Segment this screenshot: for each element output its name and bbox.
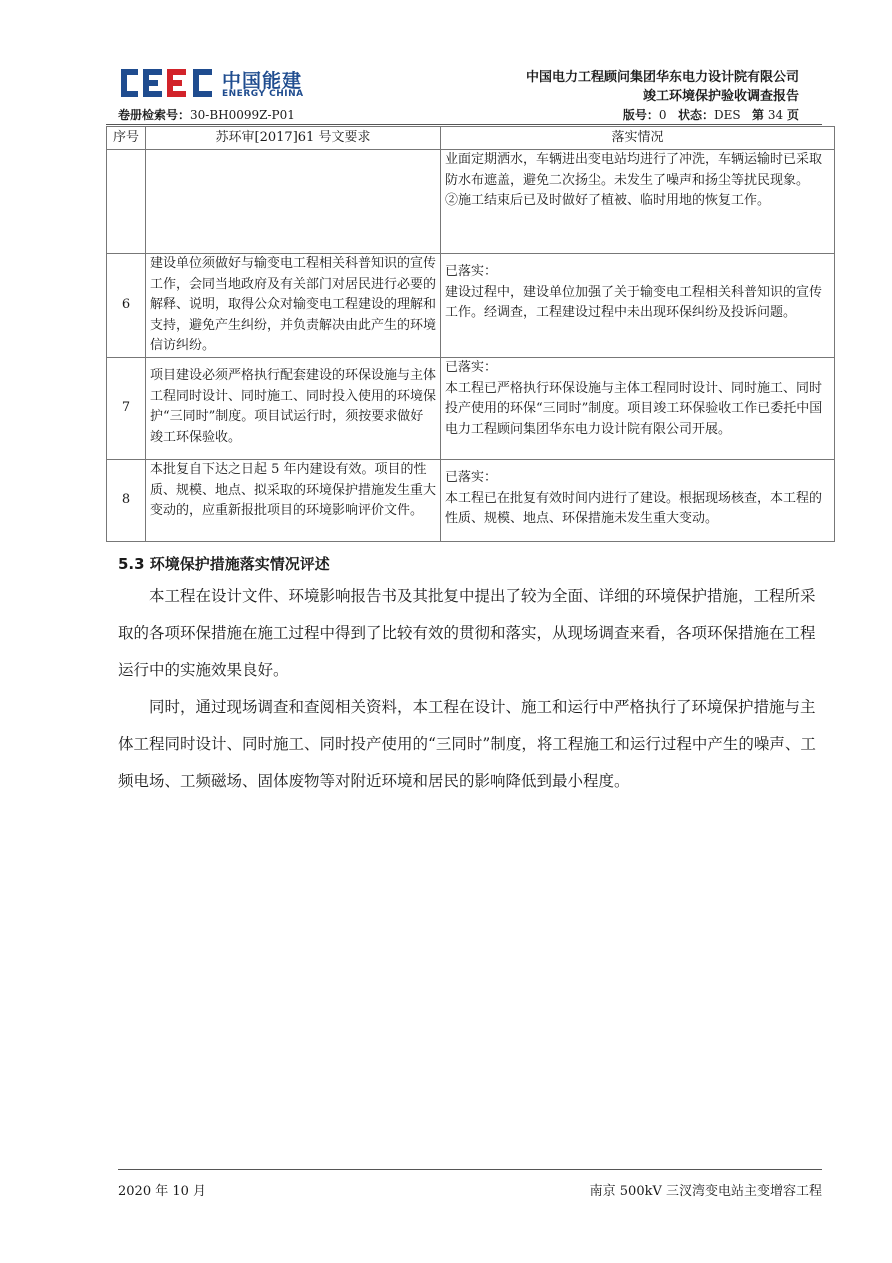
row-implementation	[441, 150, 835, 254]
company-name: 中国电力工程顾问集团华东电力设计院有限公司	[525, 70, 799, 85]
row-number: 8	[107, 460, 146, 542]
section-title: 5.3 环境保护措施落实情况评述	[118, 555, 330, 573]
implementation-status: 已落实：	[445, 360, 498, 375]
header-divider	[106, 124, 822, 125]
col-header-requirement: 苏环审[2017]61 号文要求	[146, 127, 441, 150]
implementation-text-2: ②施工结束后已及时做好了植被、临时用地的恢复工作。	[445, 193, 771, 208]
logo-english-text: ENERGY CHINA	[222, 89, 304, 99]
row-number	[107, 150, 146, 254]
energy-china-logo	[118, 66, 318, 102]
archive-label: 卷册检索号：	[118, 108, 191, 122]
page-prefix: 第	[752, 108, 765, 122]
implementation-text: 本工程已严格执行环保设施与主体工程同时设计、同时施工、同时投产使用的环保“三同时”制度。项目竣工环保验收工作已委托中国电力工程顾问集团华东电力设计院有限公司开展。	[445, 380, 823, 437]
row-implementation	[441, 254, 835, 358]
implementation-text: 建设过程中，建设单位加强了关于输变电工程相关科普知识的宣传工作。经调查，工程建设过程中未出现环保纠纷及投诉问题。	[445, 284, 823, 320]
version-value: 0	[658, 108, 667, 122]
table-header-row	[107, 127, 835, 150]
row-implementation	[441, 358, 835, 460]
table-row	[107, 254, 835, 358]
row-number: 7	[107, 358, 146, 460]
implementation-text: 本工程已在批复有效时间内进行了建设。根据现场核查，本工程的性质、规模、地点、环保措施未发生重大变动。	[445, 490, 823, 526]
requirements-table	[106, 126, 835, 542]
table-row	[107, 150, 835, 254]
version-label: 版号：	[622, 108, 659, 122]
logo-chinese-text: 中国能建	[222, 70, 303, 92]
footer-divider	[118, 1169, 822, 1170]
col-header-implementation: 落实情况	[441, 127, 835, 150]
page-number: 34	[767, 108, 784, 122]
archive-value: 30-BH0099Z-P01	[190, 108, 295, 122]
ceec-logo-mark-icon	[118, 68, 218, 98]
implementation-status: 已落实：	[445, 264, 498, 279]
page-suffix: 页	[786, 108, 799, 122]
report-title: 竣工环境保护验收调查报告	[642, 89, 799, 104]
table-row	[107, 358, 835, 460]
footer-date: 2020 年 10 月	[118, 1184, 207, 1199]
version-status-page	[623, 106, 799, 123]
implementation-text: 业面定期洒水，车辆进出变电站均进行了冲洗，车辆运输时已采取防水布遮盖，避免二次扬尘。未发生了噪声和扬尘等扰民现象。	[445, 152, 823, 188]
status-value: DES	[713, 108, 741, 122]
row-number: 6	[107, 254, 146, 358]
section-paragraph-1: 本工程在设计文件、环境影响报告书及其批复中提出了较为全面、详细的环境保护措施，工程所采取的各项环保措施在施工过程中得到了比较有效的贯彻和落实，从现场调查来看，各项环保措施在工程运行中的实施效果良好。	[118, 587, 816, 679]
row-requirement: 建设单位须做好与输变电工程相关科普知识的宣传工作，会同当地政府及有关部门对居民进行必要的解释、说明，取得公众对输变电工程建设的理解和支持，避免产生纠纷，并负责解决由此产生的环境信访纠纷。	[146, 254, 441, 358]
row-requirement: 本批复自下达之日起 5 年内建设有效。项目的性质、规模、地点、拟采取的环境保护措施发生重大变动的，应重新报批项目的环境影响评价文件。	[146, 460, 441, 542]
table-row	[107, 460, 835, 542]
implementation-status: 已落实：	[445, 470, 498, 485]
status-label: 状态：	[677, 108, 714, 122]
row-requirement	[146, 150, 441, 254]
section-paragraph-2: 同时，通过现场调查和查阅相关资料，本工程在设计、施工和运行中严格执行了环境保护措施与主体工程同时设计、同时施工、同时投产使用的“三同时”制度，将工程施工和运行过程中产生的噪声、工频电场、工频磁场、固体废物等对附近环境和居民的影响降低到最小程度。	[118, 698, 816, 790]
row-requirement: 项目建设必须严格执行配套建设的环保设施与主体工程同时设计、同时施工、同时投入使用的环境保护“三同时”制度。项目试运行时，须按要求做好竣工环保验收。	[146, 358, 441, 460]
archive-number	[118, 106, 295, 123]
footer-project-name: 南京 500kV 三汊湾变电站主变增容工程	[589, 1184, 822, 1199]
row-implementation	[441, 460, 835, 542]
col-header-number: 序号	[107, 127, 146, 150]
